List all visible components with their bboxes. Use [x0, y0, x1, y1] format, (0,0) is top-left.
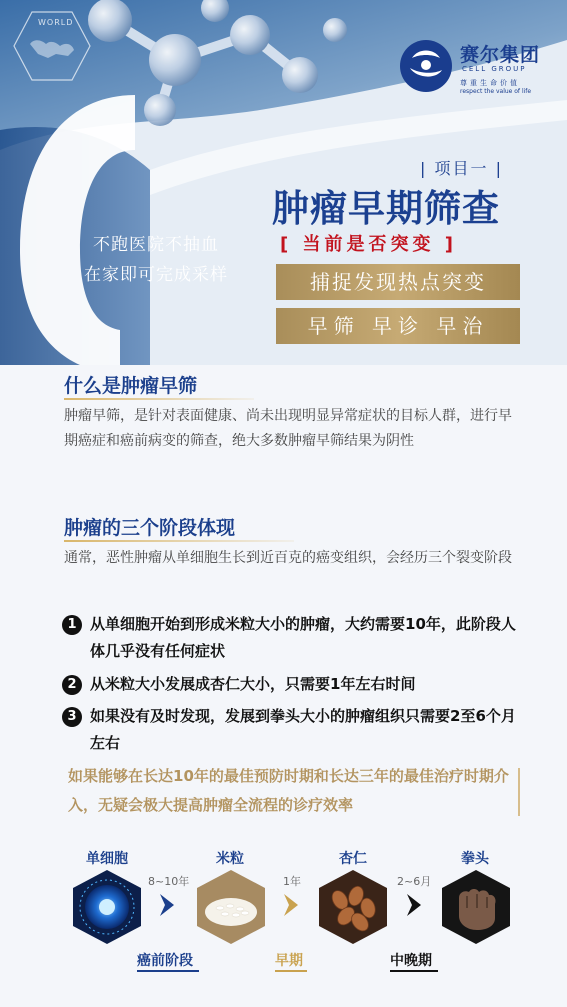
home-sampling-text: 在家即可完成采样 — [84, 265, 228, 285]
stage-text: 从单细胞开始到形成米粒大小的肿瘤，大约需要10年，此阶段人体几乎没有任何症状 — [90, 615, 516, 660]
project-tag: | 项目一 | — [420, 159, 503, 178]
timeline-stage-label: 单细胞 — [86, 851, 128, 867]
stage-text: 如果没有及时发现，发展到拳头大小的肿瘤组织只需要2至6个月左右 — [90, 707, 516, 752]
brand-name-cn: 赛尔集团 — [460, 44, 541, 66]
section-heading-three-stages: 肿瘤的三个阶段体现 — [64, 517, 236, 539]
cell-group-logo-icon — [398, 38, 454, 94]
timeline-stage-label: 杏仁 — [339, 851, 367, 867]
section-underline — [64, 398, 254, 400]
duration-label: 1年 — [283, 875, 301, 888]
stage-item-1 — [62, 611, 517, 665]
early-screening-banner: 早筛 早诊 早治 — [276, 308, 520, 344]
section-underline — [64, 540, 294, 542]
period-underline — [275, 970, 307, 972]
hero-banner — [0, 0, 567, 365]
duration-label: 8~10年 — [148, 875, 190, 888]
single-cell-icon — [68, 868, 146, 946]
period-underline — [390, 970, 438, 972]
brand-slogan-cn: 尊重生命价值 — [460, 79, 520, 87]
highlight-callout — [64, 760, 520, 822]
stage-item-3 — [62, 703, 517, 757]
brand-logo — [398, 38, 558, 98]
period-label-precancer: 癌前阶段 — [137, 953, 193, 969]
stage-number-badge: 2 — [62, 675, 82, 695]
stage-number-badge: 1 — [62, 615, 82, 635]
section-body-three-stages: 通常，恶性肿瘤从单细胞生长到近百克的癌变组织，会经历三个裂变阶段 — [64, 550, 512, 566]
brand-name-en: CELL GROUP — [462, 65, 527, 73]
no-hospital-text: 不跑医院不抽血 — [93, 235, 219, 255]
highlight-text: 如果能够在长达10年的最佳预防时期和长达三年的最佳治疗时期介入，无疑会极大提高肿瘤全流程的诊疗效率 — [68, 767, 509, 814]
timeline-stage-label: 拳头 — [461, 851, 489, 867]
period-label-late: 中晚期 — [390, 953, 432, 969]
fist-icon — [437, 868, 515, 946]
stage-item-2 — [62, 671, 517, 698]
chevron-right-icon — [280, 892, 304, 918]
page-title: 肿瘤早期筛查 — [272, 187, 500, 230]
period-label-early: 早期 — [275, 953, 303, 969]
rice-icon — [192, 868, 270, 946]
section-heading-what-is-screening: 什么是肿瘤早筛 — [64, 375, 198, 397]
mutation-subtitle: [ 当前是否突变 ] — [280, 234, 457, 255]
chevron-right-icon — [156, 892, 180, 918]
stage-number-badge: 3 — [62, 707, 82, 727]
brand-slogan-en: respect the value of life — [460, 88, 532, 95]
section-body-what-is-screening: 肿瘤早筛，是针对表面健康、尚未出现明显异常症状的目标人群，进行早期癌症和癌前病变的筛查，绝大多数肿瘤早筛结果为阴性 — [64, 408, 512, 449]
duration-label: 2~6月 — [397, 875, 432, 888]
period-underline — [137, 970, 199, 972]
world-label: WORLD — [38, 18, 74, 27]
highlight-divider — [518, 768, 520, 816]
chevron-right-icon — [403, 892, 427, 918]
almond-icon — [314, 868, 392, 946]
timeline-stage-label: 米粒 — [216, 851, 244, 867]
hotspot-mutation-banner: 捕捉发现热点突变 — [276, 264, 520, 300]
stage-text: 从米粒大小发展成杏仁大小，只需要1年左右时间 — [90, 675, 416, 693]
